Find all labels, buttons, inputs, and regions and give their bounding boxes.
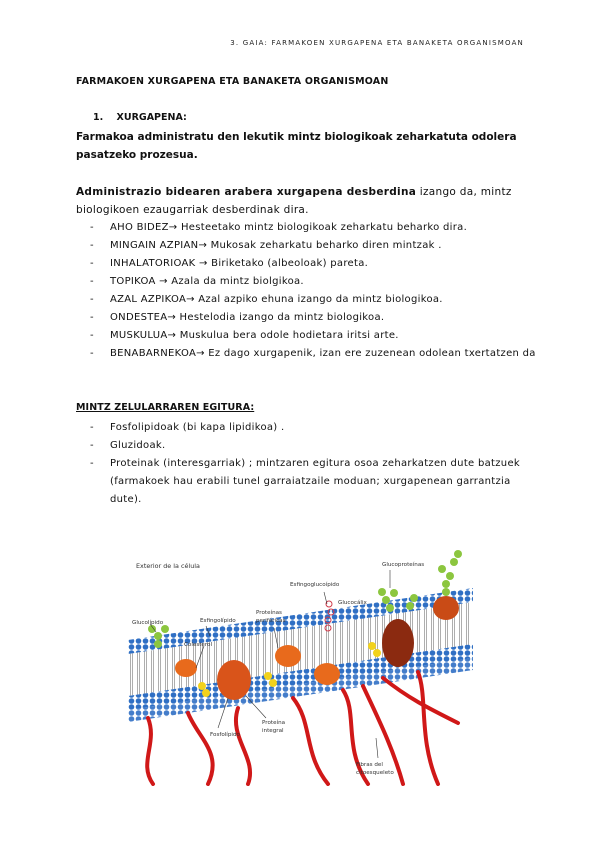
label-glucolipido: Glucolípido	[132, 620, 164, 626]
list-item: - INHALATORIOAK → Biriketako (albeoloak) pareta.	[76, 255, 536, 273]
section-title: XURGAPENA:	[116, 112, 187, 123]
peripheral-protein	[275, 645, 301, 667]
intro-bold-text: Administrazio bidearen arabera xurgapena desberdina	[76, 186, 417, 198]
label-proteinas-perifericas-2: periféricas	[256, 618, 286, 624]
list-item: - Proteinak (interesgarriak) ; mintzaren egitura osoa zeharkatzen dute batzuek (farmakoek hau erabili tunel garraiatzaile moduan; xurgapenean garrantzia dute).	[76, 455, 536, 509]
membrane-diagram	[128, 548, 482, 786]
document-title: FARMAKOEN XURGAPENA ETA BANAKETA ORGANISMOAN	[76, 76, 389, 87]
label-esfingolipido: Esfingolípido	[200, 618, 236, 624]
list-item: - AHO BIDEZ→ Hesteetako mintz biologikoak zeharkatu beharko dira.	[76, 219, 536, 237]
label-proteinas-perifericas-1: Proteínas	[256, 610, 282, 616]
integral-protein	[217, 660, 251, 700]
transmembrane-protein	[382, 619, 414, 667]
label-proteina-integral-1: Proteína	[262, 720, 286, 726]
list-item: - Fosfolipidoak (bi kapa lipidikoa) .	[76, 419, 536, 437]
surface-protein	[433, 596, 459, 620]
label-fosfolipido: Fosfolípido	[210, 732, 240, 738]
label-esfingoglucolipido: Esfingoglucoípido	[290, 582, 340, 588]
label-proteina-integral-2: integral	[262, 728, 284, 734]
label-glucoproteinas: Glucoproteínas	[382, 562, 425, 568]
label-fibras-2: citoesqueleto	[356, 770, 394, 776]
definition-paragraph: Farmakoa administratu den lekutik mintz biologikoak zeharkatuta odolera pasatzeko prozesua.	[76, 131, 517, 161]
label-colesterol: Colesterol	[184, 642, 213, 648]
label-exterior: Exterior de la célula	[136, 562, 200, 570]
administration-routes-list	[76, 219, 536, 363]
list-item: - MINGAIN AZPIAN→ Mukosak zeharkatu beharko diren mintzak .	[76, 237, 536, 255]
section-number: 1.	[93, 112, 104, 123]
section-heading-mintz: MINTZ ZELULARRAREN EGITURA:	[76, 402, 255, 413]
membrane-structure-list	[76, 419, 536, 509]
label-fibras-1: Fibras del	[356, 762, 383, 768]
list-item: - BENABARNEKOA→ Ez dago xurgapenik, izan ere zuzenean odolean txertatzen da	[76, 345, 536, 363]
peripheral-protein	[175, 659, 197, 677]
intro-rest-text: izango da, mintz biologikoen ezaugarriak desberdinak dira.	[76, 186, 512, 216]
list-item: - AZAL AZPIKOA→ Azal azpiko ehuna izango da mintz biologikoa.	[76, 291, 536, 309]
cell-membrane-figure	[128, 548, 482, 786]
label-glucocalix: Glucocálix	[338, 600, 367, 606]
list-item: - MUSKULUA→ Muskulua bera odole hodietara iritsi arte.	[76, 327, 536, 345]
list-item: - ONDESTEA→ Hestelodia izango da mintz biologikoa.	[76, 309, 536, 327]
section-heading-xurgapena	[93, 112, 187, 123]
list-item: - Gluzidoak.	[76, 437, 536, 455]
intro-paragraph	[76, 183, 536, 219]
peripheral-protein	[314, 663, 340, 685]
list-item: - TOPIKOA → Azala da mintz biolgikoa.	[76, 273, 536, 291]
running-header: 3. GAIA: FARMAKOEN XURGAPENA ETA BANAKETA ORGANISMOAN	[230, 39, 524, 47]
